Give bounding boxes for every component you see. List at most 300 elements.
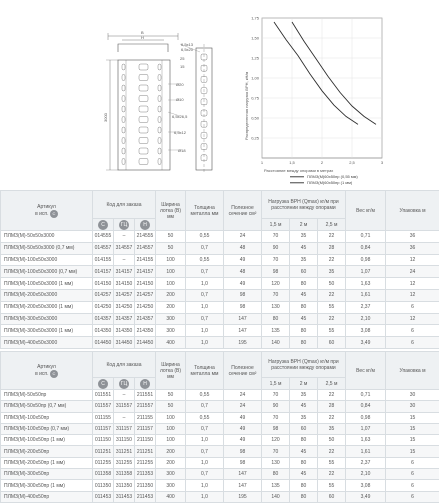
table-cell: 6 [386,480,439,491]
table-cell: 214357 [135,313,156,325]
table-cell: 120 [262,278,290,290]
table-cell: 1,0 [186,491,224,502]
tray-front-view [118,60,170,170]
header-span-3: 2,5 м [318,378,346,390]
table-cell: 50 [156,231,186,243]
table-cell: 98 [262,423,290,434]
slot-hole [158,64,161,70]
table-cell: 214150 [135,278,156,290]
table-cell: 12 [386,313,439,325]
table-cell: 0,7 [186,242,224,254]
table-cell: 15 [386,412,439,423]
table-cell: 50 [318,435,346,446]
slot-hole [122,159,125,165]
table-cell: 0,55 [186,390,224,401]
table-cell: 0,7 [186,401,224,412]
table-cell: 12 [386,254,439,266]
slot-hole [122,64,125,70]
table-cell: 200 [156,301,186,313]
table-cell: 311150 [114,435,135,446]
header-article: Артикул в исп. С [1,352,93,390]
table-cell: 70 [262,231,290,243]
table-cell: 314250 [114,301,135,313]
table-cell: 1,61 [346,446,386,457]
table-cell: 90 [262,242,290,254]
table-row [1,491,439,502]
slot-hole [139,127,148,133]
x-tick-label: 1 [261,160,264,165]
table-cell: 100 [156,412,186,423]
table-cell: 211157 [135,423,156,434]
table-cell: 211251 [135,446,156,457]
slot-hole [139,106,148,112]
slot-hole [158,75,161,81]
header-pack: Упаковка м [386,191,439,231]
y-tick-label: 0,25 [251,136,260,141]
table-cell: 140 [262,337,290,349]
table-cell: 0,71 [346,231,386,243]
table-cell: 98 [224,457,262,468]
table-cell: 011551 [93,390,114,401]
table-1-body [1,231,439,349]
table-cell: 011453 [93,491,114,502]
table-row [1,480,439,491]
table-cell: 300 [156,313,186,325]
table-row [1,390,439,401]
table-cell: 200 [156,446,186,457]
slot-hole [139,85,148,91]
table-cell: 35 [290,412,318,423]
header-badge-c [93,378,114,390]
table-cell: 50 [318,278,346,290]
table-row [1,435,439,446]
table-cell: 98 [224,446,262,457]
table-cell: 2,10 [346,313,386,325]
x-tick-label: 1,5 [289,160,295,165]
table-cell: 15 [386,446,439,457]
table-cell: 314557 [114,242,135,254]
table-cell: 3,49 [346,491,386,502]
y-tick-label: 0,75 [251,96,260,101]
table-cell: 211353 [135,469,156,480]
y-tick-label: 1,50 [251,36,260,41]
header-badge-n [135,378,156,390]
table-cell: 36 [386,242,439,254]
table-cell: 0,7 [186,266,224,278]
table-cell: 014357 [93,313,114,325]
slot-hole [122,75,125,81]
y-tick-label: 0,50 [251,116,260,121]
table-cell: 214450 [135,337,156,349]
dim-slot2: 6,5x12 [174,130,187,135]
table-row [1,266,439,278]
table-cell: 100 [156,266,186,278]
table-cell: 1,07 [346,423,386,434]
badge-gc-icon: ГЦ [119,379,129,389]
slot-hole [158,96,161,102]
table-cell: 147 [224,325,262,337]
table-cell: 014450 [93,337,114,349]
y-tick-label: 1,00 [251,76,260,81]
cell-article: ПЛМЗ(М)-200x50пр [1,446,93,457]
table-2-body [1,390,439,503]
table-cell: 12 [386,278,439,290]
header-section: Полезное сечение см² [224,191,262,231]
table-cell: 80 [262,469,290,480]
table-cell: – [114,254,135,266]
badge-n-icon: Н [140,379,150,389]
cell-article: ПЛМЗ(М)-200x50x3000 (1 мм) [1,301,93,313]
table-row [1,446,439,457]
table-cell: 6 [386,325,439,337]
slot-hole [158,148,161,154]
cell-article: ПЛМЗ(М)-100x50пр (1 мм) [1,435,93,446]
table-cell: 50 [156,401,186,412]
table-cell: 55 [318,325,346,337]
table-cell: 011557 [93,401,114,412]
table-row [1,457,439,468]
dim-d2: Ø10 [176,97,184,102]
table-cell: 49 [224,435,262,446]
table-cell: 311157 [114,423,135,434]
table-cell: 135 [262,480,290,491]
table-cell: 200 [156,457,186,468]
table-cell: 6 [386,469,439,480]
table-cell: 011157 [93,423,114,434]
table-cell: 48 [224,242,262,254]
badge-c-icon: С [50,370,58,378]
table-cell: 211551 [135,390,156,401]
table-cell: 50 [156,390,186,401]
header-thickness: Толщина металла мм [186,352,224,390]
table-cell: 80 [290,435,318,446]
table-cell: 011350 [93,480,114,491]
table-cell: 0,98 [346,254,386,266]
dim-d1: Ø20 [176,82,184,87]
table-cell: 0,7 [186,469,224,480]
slot-hole [122,106,125,112]
table-cell: 35 [290,231,318,243]
badge-c-icon: С [98,379,108,389]
table-cell: – [114,412,135,423]
table-cell: 45 [290,289,318,301]
table-cell: 12 [386,289,439,301]
table-cell: 311557 [114,401,135,412]
table-cell: 214555 [135,231,156,243]
table-cell: 1,0 [186,301,224,313]
table-cell: 0,7 [186,423,224,434]
table-cell: 24 [224,390,262,401]
table-cell: 22 [318,313,346,325]
table-cell: 214155 [135,254,156,266]
table-cell: 100 [156,435,186,446]
table-cell: 30 [386,401,439,412]
header-width: Ширина лотка (B) мм [156,352,186,390]
table-cell: 70 [262,289,290,301]
slot-hole [122,127,125,133]
table-cell: 200 [156,289,186,301]
y-tick-label: 1,75 [251,16,260,21]
table-cell: 0,71 [346,390,386,401]
load-chart [244,16,384,186]
cell-article: ПЛМЗ(М)-300x50x3000 [1,313,93,325]
badge-c-icon: С [98,220,108,230]
table-cell: 22 [318,390,346,401]
table-cell: 311358 [114,469,135,480]
slot-hole [122,117,125,123]
dim-r1: 25 [180,56,185,61]
table-cell: 2,10 [346,469,386,480]
header-badge-c [93,219,114,231]
table-cell: 49 [224,254,262,266]
table-cell: 3,08 [346,325,386,337]
table-cell: 1,0 [186,435,224,446]
table-cell: 60 [318,491,346,502]
table-cell: 28 [318,401,346,412]
badge-c-icon: С [50,210,58,218]
slot-hole [158,159,161,165]
table-cell: 0,7 [186,289,224,301]
table-cell: 45 [290,313,318,325]
table-row [1,301,439,313]
table-cell: 214157 [135,266,156,278]
table-cell: 195 [224,491,262,502]
table-cell: 0,84 [346,401,386,412]
header-span-2: 2 м [290,378,318,390]
dim-h: H [141,35,144,40]
table-cell: 214250 [135,301,156,313]
slot-hole [158,138,161,144]
table-cell: 70 [262,412,290,423]
table-cell: 140 [262,491,290,502]
table-cell: 49 [224,423,262,434]
table-cell: 15 [386,423,439,434]
table-cell: 1,61 [346,289,386,301]
table-cell: 211255 [135,457,156,468]
table-row [1,337,439,349]
header-span-2: 2 м [290,219,318,231]
table-cell: 98 [224,289,262,301]
table-cell: 55 [318,457,346,468]
header-span-3: 2,5 м [318,219,346,231]
table-cell: 55 [318,301,346,313]
table-cell: 98 [224,301,262,313]
dim-hole-1: 6,5x13 [181,42,194,47]
table-cell: 35 [290,390,318,401]
dim-hole-2: 6,5x20 [181,47,194,52]
products-table-2 [0,351,439,503]
cell-article: ПЛМЗ(М)-100x50пр [1,412,93,423]
table-cell: 35 [318,266,346,278]
x-tick-label: 3 [381,160,384,165]
table-cell: 6 [386,337,439,349]
table-cell: 80 [262,313,290,325]
table-cell: 311255 [114,457,135,468]
table-cell: 45 [290,446,318,457]
table-cell: 49 [224,278,262,290]
table-cell: 300 [156,480,186,491]
table-cell: 0,7 [186,446,224,457]
table-cell: 0,7 [186,313,224,325]
table-cell: 1,63 [346,278,386,290]
cell-article: ПЛМЗ(М)-100x50x3000 (1 мм) [1,278,93,290]
table-cell: 1,0 [186,337,224,349]
cell-article: ПЛМЗ(М)-50x50x3000 [1,231,93,243]
header-span-1: 1,5 м [262,378,290,390]
table-cell: 314257 [114,289,135,301]
table-cell: 55 [318,480,346,491]
table-cell: 011155 [93,412,114,423]
table-cell: 70 [262,390,290,401]
legend-label-1: ПЛМЗ(М)60x50пр (0,55 мм) [307,174,358,179]
table-cell: 130 [262,301,290,313]
table-cell: 311453 [114,491,135,502]
table-cell: 314350 [114,325,135,337]
badge-n-icon: Н [140,220,150,230]
table-cell: 211350 [135,480,156,491]
table-row [1,469,439,480]
table-cell: 0,98 [346,412,386,423]
table-cell: 45 [290,401,318,412]
table-cell: 014557 [93,242,114,254]
slot-hole [139,159,148,165]
table-cell: 3,49 [346,337,386,349]
table-cell: 311350 [114,480,135,491]
header-load: Нагрузка ВРН (Qmax) кг/м при расстоянии между опорами [262,191,346,219]
table-row [1,231,439,243]
table-cell: 3,08 [346,480,386,491]
table-cell: 211453 [135,491,156,502]
header-weight: Вес кг/м [346,352,386,390]
table-cell: 011255 [93,457,114,468]
table-cell: 50 [156,242,186,254]
table-cell: 6 [386,301,439,313]
table-cell: 36 [386,231,439,243]
cell-article: ПЛМЗ(М)-200x50x3000 [1,289,93,301]
table-cell: 49 [224,412,262,423]
table-cell: 011251 [93,446,114,457]
table-cell: 2,37 [346,457,386,468]
table-cell: 214350 [135,325,156,337]
slot-hole [139,96,148,102]
table-row [1,254,439,266]
table-cell: 45 [290,242,318,254]
table-cell: 211155 [135,412,156,423]
cell-article: ПЛМЗ(М)-50x50пр (0,7 мм) [1,401,93,412]
header-load: Нагрузка ВРН (Qmax) кг/м при расстоянии между опорами [262,352,346,378]
table-cell: 90 [262,401,290,412]
table-row [1,289,439,301]
slot-hole [122,148,125,154]
slot-hole [158,106,161,112]
table-cell: 300 [156,469,186,480]
table-cell: 15 [386,435,439,446]
chart-x-label: Расстояние между опорами в метрах [264,168,333,173]
header-badge-n [135,219,156,231]
header-width: Ширина лотка (B) мм [156,191,186,231]
table-cell: 314357 [114,313,135,325]
dim-slot: 6,5x26,5 [172,114,188,119]
cell-article: ПЛМЗ(М)-300x50x3000 (1 мм) [1,325,93,337]
table-cell: 1,07 [346,266,386,278]
table-cell: 0,55 [186,254,224,266]
cell-article: ПЛМЗ(М)-300x50пр (1 мм) [1,480,93,491]
tray-profile-top [118,44,168,52]
table-cell: 22 [318,469,346,480]
table-cell: 1,0 [186,325,224,337]
table-cell: 60 [318,337,346,349]
table-cell: 30 [386,390,439,401]
table-row [1,242,439,254]
table-cell: 80 [290,457,318,468]
table-cell: 35 [318,423,346,434]
top-figure [0,0,439,190]
header-article: Артикул в исп. С [1,191,93,231]
table-cell: 80 [290,278,318,290]
table-cell: 80 [290,325,318,337]
header-section: Полезное сечение см² [224,352,262,390]
table-cell: 70 [262,446,290,457]
table-cell: 130 [262,457,290,468]
cell-article: ПЛМЗ(М)-100x50пр (0,7 мм) [1,423,93,434]
table-cell: 100 [156,254,186,266]
table-cell: 014257 [93,289,114,301]
table-cell: 22 [318,231,346,243]
table-cell: 28 [318,242,346,254]
table-cell: 0,55 [186,412,224,423]
table-cell: 014555 [93,231,114,243]
products-table-1 [0,190,439,349]
table-cell: 45 [290,469,318,480]
table-cell: 300 [156,325,186,337]
badge-gc-icon: ГЦ [119,220,129,230]
y-tick-label: 1,25 [251,56,260,61]
table-cell: 6 [386,491,439,502]
slot-hole [122,85,125,91]
table-cell: 014155 [93,254,114,266]
table-cell: 80 [290,301,318,313]
table-cell: 0,84 [346,242,386,254]
table-cell: 147 [224,313,262,325]
slot-hole [122,138,125,144]
table-cell: 6 [386,457,439,468]
table-cell: 314150 [114,278,135,290]
slot-hole [158,85,161,91]
table-cell: 195 [224,337,262,349]
table-cell: 014150 [93,278,114,290]
legend-label-2: ПЛМЗ(М)60x50пр (1 мм) [307,180,353,185]
cell-article: ПЛМЗ(М)-100x50x3000 [1,254,93,266]
dim-b: B [141,30,144,35]
table-cell: 100 [156,423,186,434]
table-cell: 2,37 [346,301,386,313]
table-cell: 1,63 [346,435,386,446]
table-cell: 400 [156,491,186,502]
slot-hole [139,75,148,81]
table-row [1,423,439,434]
table-cell: – [114,390,135,401]
table-cell: 98 [262,266,290,278]
table-cell: 1,0 [186,278,224,290]
table-cell: 314157 [114,266,135,278]
header-span-1: 1,5 м [262,219,290,231]
table-cell: 80 [290,337,318,349]
dim-length: 3000 [103,112,108,122]
slot-hole [158,117,161,123]
table-cell: 70 [262,254,290,266]
header-weight: Вес кг/м [346,191,386,231]
table-cell: 22 [318,412,346,423]
